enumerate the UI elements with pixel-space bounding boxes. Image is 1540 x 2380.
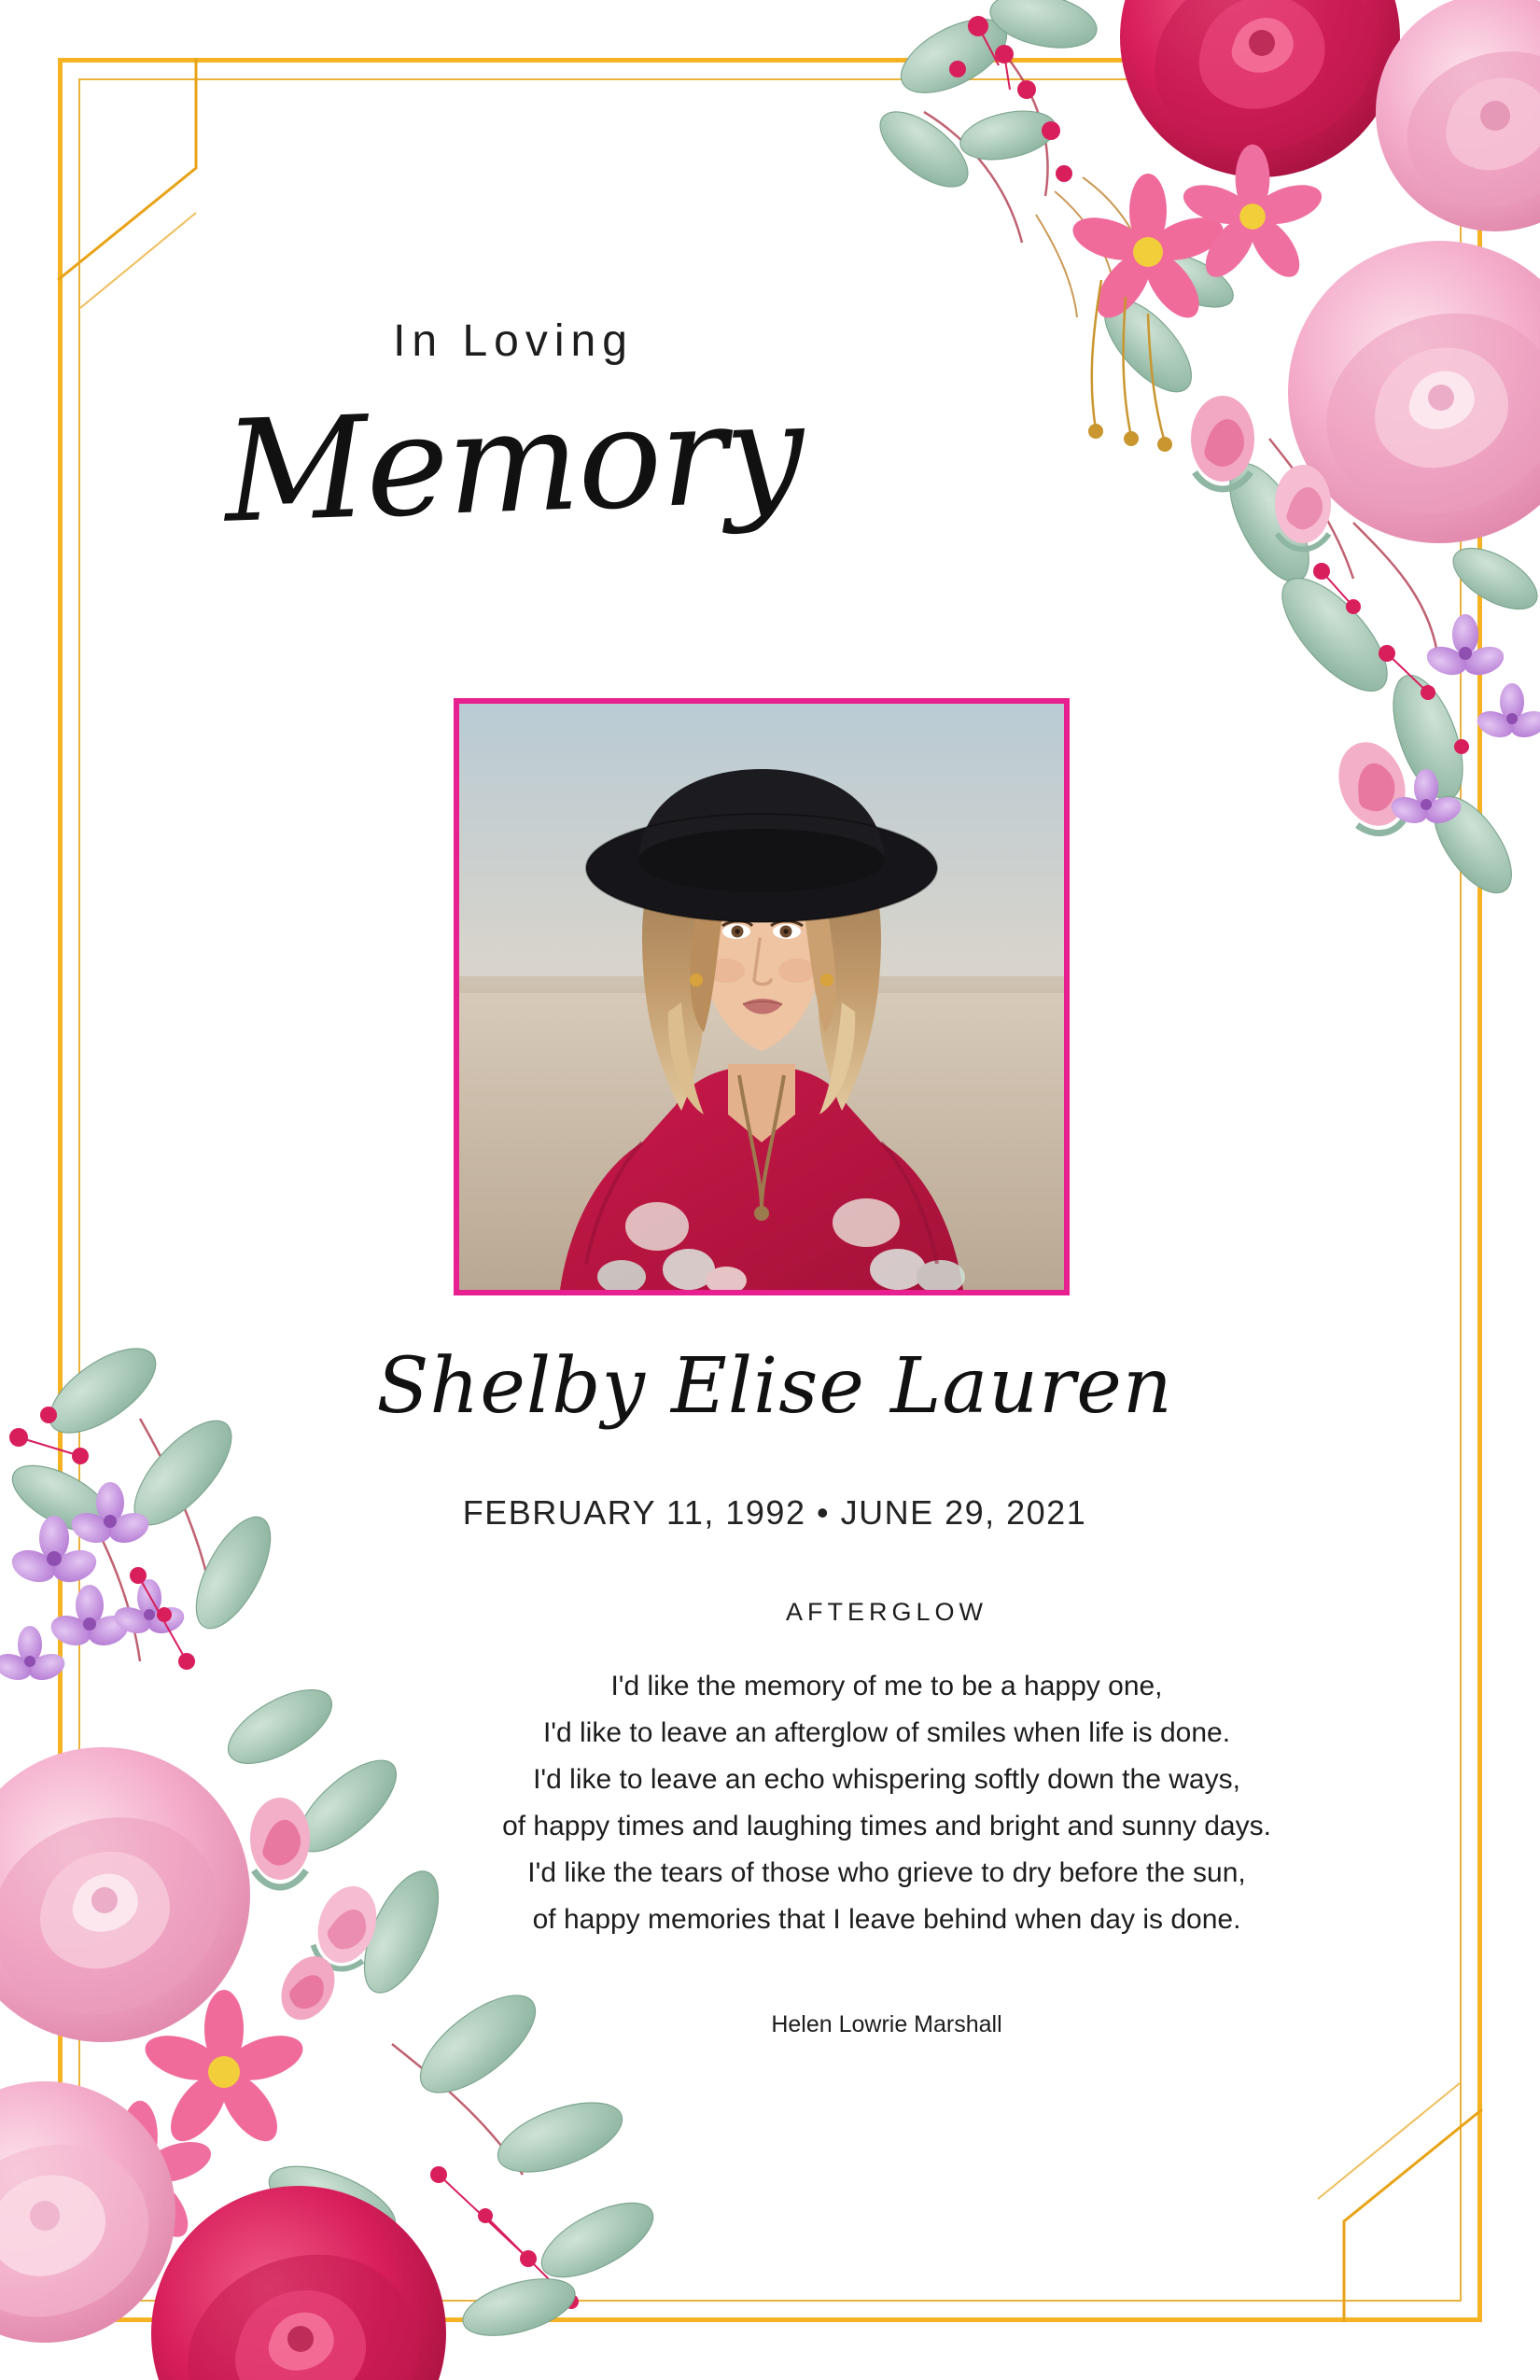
poem-line: I'd like the tears of those who grieve to dry before the sun, [527, 1857, 1246, 1888]
poem-body [392, 1663, 1381, 1943]
poem-line: I'd like to leave an echo whispering softly down the ways, [533, 1764, 1240, 1795]
poem-line: of happy memories that I leave behind when day is done. [532, 1904, 1241, 1935]
deceased-name: Shelby Elise Lauren [376, 1342, 1173, 1431]
poem-line: of happy times and laughing times and bright and sunny days. [502, 1811, 1271, 1841]
birth-death-dates: FEBRUARY 11, 1992 • JUNE 29, 2021 [462, 1493, 1087, 1532]
portrait-photo-frame [454, 698, 1070, 1295]
poem-line: I'd like the memory of me to be a happy one, [610, 1671, 1163, 1701]
poem-line: I'd like to leave an afterglow of smiles when life is done. [542, 1717, 1231, 1748]
memory-script-heading: Memory [221, 371, 805, 554]
portrait-photo [459, 704, 1064, 1290]
poem-author: Helen Lowrie Marshall [771, 2011, 1002, 2037]
in-loving-heading: In Loving [393, 316, 634, 366]
poem-title: AFTERGLOW [785, 1598, 987, 1626]
